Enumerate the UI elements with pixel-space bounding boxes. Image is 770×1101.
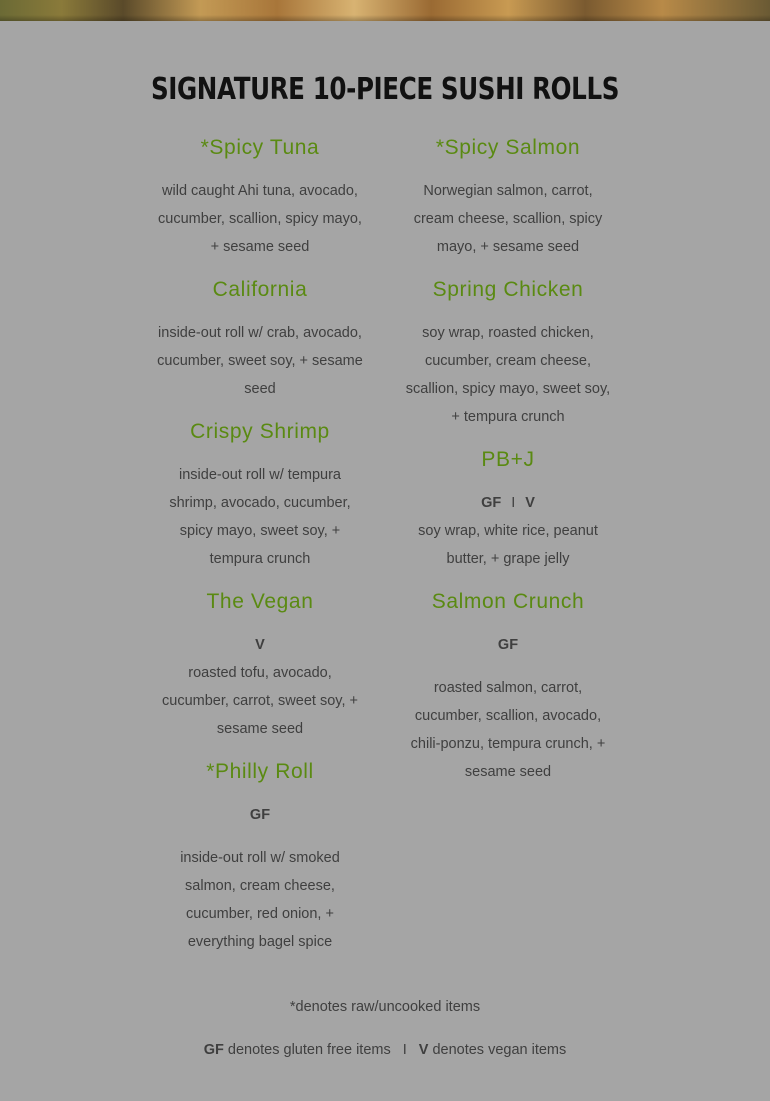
item-description: Norwegian salmon, carrot, cream cheese, scallion, spicy mayo, + sesame seed [413, 183, 603, 255]
dietary-tag-vegan: V [255, 637, 265, 653]
dietary-tags [398, 489, 618, 517]
dietary-tag-gluten-free: GF [249, 807, 271, 823]
menu-item-pbj [398, 446, 618, 573]
dietary-tag-vegan: V [525, 495, 535, 511]
menu-column-left [150, 134, 370, 971]
item-description: soy wrap, roasted chicken, cucumber, cream cheese, scallion, spicy mayo, sweet soy, + tempura crunch [405, 325, 611, 425]
item-name: Spring Chicken [432, 278, 584, 301]
item-description: roasted tofu, avocado, cucumber, carrot, sweet soy, + sesame seed [162, 665, 358, 737]
menu-item-spicy-tuna [150, 134, 370, 261]
item-name: *Spicy Tuna [200, 136, 320, 159]
menu-title: SIGNATURE 10-PIECE SUSHI ROLLS [150, 72, 620, 108]
legend-v-key: V [418, 1042, 429, 1058]
dietary-tag-gluten-free: GF [497, 637, 519, 653]
tag-separator: I [511, 495, 516, 511]
item-description: inside-out roll w/ tempura shrimp, avocado, cucumber, spicy mayo, sweet soy, + tempura crunch [169, 467, 351, 567]
legend-gf-key: GF [203, 1042, 224, 1058]
item-description: inside-out roll w/ smoked salmon, cream cheese, cucumber, red onion, + everything bagel spice [180, 850, 340, 950]
item-name: Crispy Shrimp [190, 420, 330, 443]
menu-item-spring-chicken [398, 276, 618, 431]
item-name: California [212, 278, 308, 301]
menu-item-the-vegan [150, 588, 370, 743]
raw-items-footnote: *denotes raw/uncooked items [289, 999, 481, 1015]
menu-item-spicy-salmon [398, 134, 618, 261]
item-name: PB+J [481, 448, 535, 471]
item-name: Salmon Crunch [431, 590, 585, 613]
menu-item-salmon-crunch [398, 588, 618, 786]
dietary-legend [0, 1042, 770, 1058]
item-description: soy wrap, white rice, peanut butter, + grape jelly [418, 523, 598, 567]
legend-v-text: denotes vegan items [428, 1042, 567, 1058]
legend-separator: I [402, 1042, 407, 1058]
menu-item-philly-roll [150, 758, 370, 956]
legend-gf-text: denotes gluten free items [223, 1042, 391, 1058]
item-name: *Philly Roll [206, 760, 314, 783]
menu-item-california [150, 276, 370, 403]
item-description: inside-out roll w/ crab, avocado, cucumber, sweet soy, + sesame seed [157, 325, 363, 397]
hero-image-strip [0, 0, 770, 21]
dietary-tag-gluten-free: GF [481, 495, 502, 511]
item-name: *Spicy Salmon [435, 136, 581, 159]
item-name: The Vegan [206, 590, 314, 613]
item-description: wild caught Ahi tuna, avocado, cucumber, scallion, spicy mayo, + sesame seed [158, 183, 362, 255]
menu-column-right [398, 134, 618, 801]
item-description: roasted salmon, carrot, cucumber, scallion, avocado, chili-ponzu, tempura crunch, + sesame seed [410, 680, 606, 780]
menu-item-crispy-shrimp [150, 418, 370, 573]
